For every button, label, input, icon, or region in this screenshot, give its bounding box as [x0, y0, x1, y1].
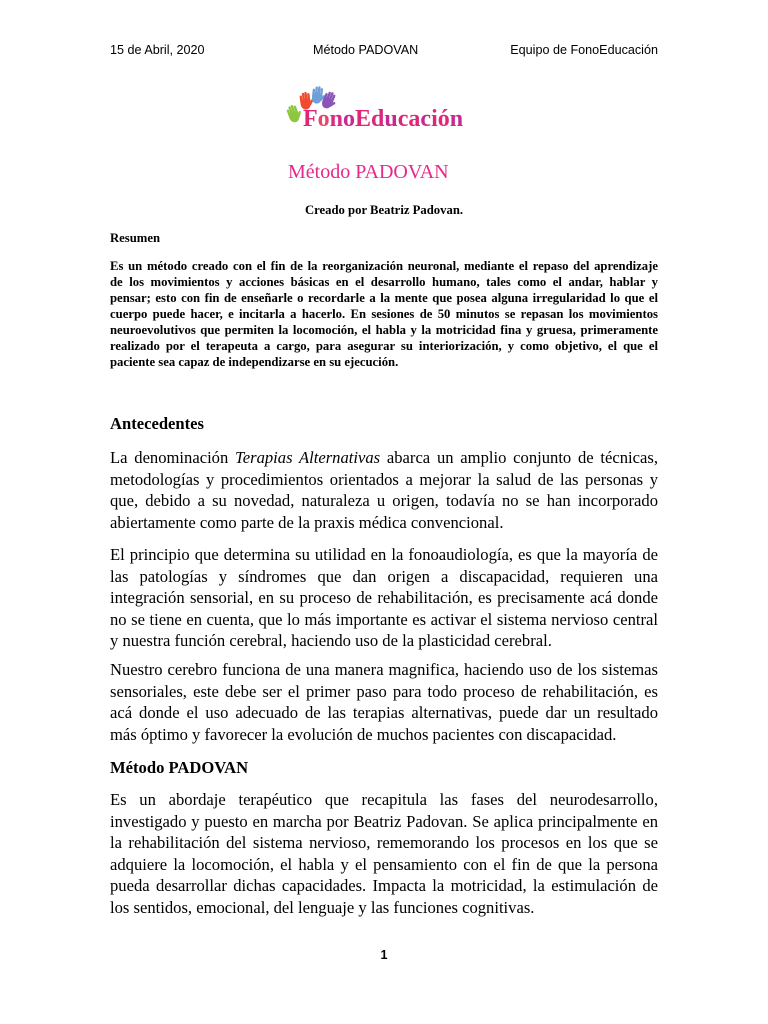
italic-term: Terapias Alternativas	[235, 448, 381, 467]
abstract-line: pensar; esto con fin de enseñarle o recordarle a la mente que posea alguna irregularidad lo que el	[110, 291, 658, 305]
logo-letter: u	[384, 106, 398, 132]
paragraph-line: que, debido a su novedad, naturaleza u origen, todavía no se han incorporado	[110, 491, 658, 511]
page-number: 1	[380, 948, 388, 962]
paragraph-line: Nuestro cerebro funciona de una manera magnifica, haciendo uso de los sistemas	[110, 660, 658, 679]
header-team: Equipo de FonoEducación	[510, 43, 658, 57]
paragraph-line: investigado y puesto en marcha por Beatriz Padovan. Se aplica principalmente en	[110, 811, 658, 831]
abstract-line: Es un método creado con el fin de la reorganización neuronal, mediante el repaso del aprendizaje	[110, 259, 658, 273]
paragraph-line: más óptimo y favorecer la evolución de muchos pacientes con discapacidad.	[110, 724, 617, 744]
paragraph-line: metodologías y procedimientos orientados a mejorar la salud de las personas y	[110, 469, 658, 489]
logo-letter: ó	[437, 106, 450, 132]
abstract-body	[110, 258, 658, 370]
paragraph-text: abarca un amplio conjunto de técnicas,	[380, 448, 659, 467]
document-title: Método PADOVAN	[288, 161, 449, 183]
paragraph-line	[110, 447, 658, 469]
abstract-line: cuerpo puede hacer, e incitarla a hacerlo. En sesiones de 50 minutos se repasan los movimientos	[110, 307, 658, 321]
logo-letter: c	[397, 106, 409, 132]
logo-wordmark	[303, 107, 463, 131]
paragraph-line: y nuestra función cerebral, haciendo uso de la plasticidad cerebral.	[110, 631, 552, 651]
author-byline: Creado por Beatriz Padovan.	[304, 203, 464, 217]
paragraph	[110, 789, 658, 919]
paragraph-text: La denominación	[110, 448, 236, 467]
abstract-line: neuroevolutivos que permiten la locomoción, el habla y la motricidad fina y gruesa, primeramente	[110, 323, 658, 337]
paragraph	[110, 447, 658, 533]
section-heading: Método PADOVAN	[110, 758, 249, 777]
paragraph-line: los sentidos, emocional, del lenguaje y las funciones cognitivas.	[110, 897, 535, 917]
logo-letter: c	[420, 106, 432, 132]
paragraph	[110, 544, 658, 652]
paragraph-line: sensoriales, este debe ser el primer paso para todo proceso de rehabilitación, es	[110, 681, 658, 701]
section-heading: Antecedentes	[110, 414, 205, 433]
paragraph-line: acá donde el uso adecuado de las terapias alternativas, puede dar un resultado	[110, 703, 658, 723]
paragraph-line: El principio que determina su utilidad en la fonoaudiología, es que la mayoría de	[110, 545, 658, 564]
paragraph-line: abiertamente como parte de la praxis médica convencional.	[110, 512, 504, 532]
abstract-line: paciente sea capaz de independizarse en su ejecución.	[110, 355, 399, 369]
logo-letter: F	[303, 106, 318, 132]
logo-letter: i	[431, 106, 438, 132]
paragraph	[110, 659, 658, 745]
paragraph-line: adquiere la locomoción, el habla y el pensamiento con el fin de que la persona	[110, 854, 658, 874]
paragraph-line: Es un abordaje terapéutico que recapitula las fases del neurodesarrollo,	[110, 790, 658, 809]
logo-letter: n	[449, 106, 464, 132]
abstract-line: realizado por el terapeuta a cargo, para asegurar su interiorización, y como objetivo, el que el	[110, 339, 658, 353]
logo-letter: o	[343, 106, 356, 132]
abstract-line: de los movimientos y acciones básicas en el desarrollo humano, tales como el andar, hablar y	[110, 275, 658, 289]
abstract-heading: Resumen	[110, 231, 161, 245]
logo-letter: o	[317, 106, 330, 132]
logo-letter: n	[329, 106, 344, 132]
paragraph-line: no se tiene en cuenta, que lo más importante es activar el sistema nervioso central	[110, 609, 658, 629]
logo-letter: d	[371, 106, 385, 132]
paragraph-line: la rehabilitación del sistema nervioso, rememorando los procesos en los que se	[110, 833, 658, 853]
paragraph-line: pueda desarrollar dichas capacidades. Impacta la motricidad, la estimulación de	[110, 876, 658, 896]
header-date: 15 de Abril, 2020	[110, 43, 205, 57]
logo-letter: E	[355, 106, 372, 132]
paragraph-line: integración sensorial, en su proceso de rehabilitación, es precisamente acá donde	[110, 588, 658, 608]
logo-letter: a	[408, 106, 421, 132]
header-title: Método PADOVAN	[313, 43, 419, 57]
paragraph-line: las patologías y síndromes que dan origen a discapacidad, requieren una	[110, 566, 658, 586]
